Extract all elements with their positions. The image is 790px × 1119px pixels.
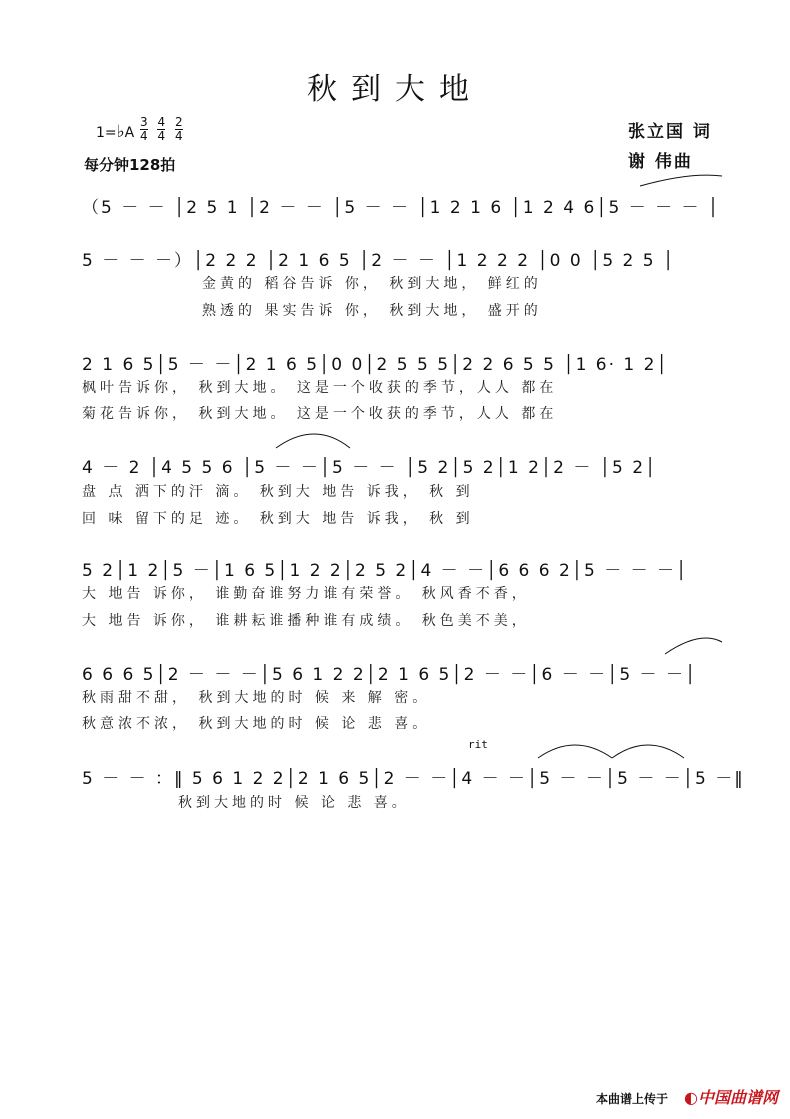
lyric-line-7-verse-1: 秋到大地的时 候 论 悲 喜。 [178, 795, 410, 811]
slur-5 [612, 745, 684, 758]
key-note: A [124, 125, 135, 141]
lyric-line-3-verse-1: 枫叶告诉你， 秋到大地。 这是一个收获的季节，人人 都在 [82, 380, 558, 396]
slur-1 [640, 175, 722, 186]
page-title: 秋到大地 [307, 72, 483, 107]
lyric-line-2-verse-2: 熟透的 果实告诉 你， 秋到大地， 盛开的 [202, 303, 542, 319]
slur-4 [538, 745, 612, 758]
notation-line-5: 5 2│1 2│5 －│1 6 5│1 2 2│2 5 2│4 － －│6 6 6 2│5 － － －│ [82, 561, 689, 581]
notation-line-1: （5 － － │2 5 1 │2 － － │5 － － │1 2 1 6 │1 2 4 6│5 － － － │ [82, 198, 721, 218]
notation-line-7: 5 － － ：‖ 5 6 1 2 2│2 1 6 5│2 － －│4 － －│5 － －│5 － －│5 －‖ [82, 769, 745, 789]
logo-icon: ◐ [684, 1088, 698, 1107]
upload-note: 本曲谱上传于 [596, 1092, 669, 1106]
lyric-line-5-verse-1: 大 地告 诉你， 谁勤奋谁努力谁有荣誉。 秋风香不香， [82, 586, 530, 602]
slur-3 [665, 638, 722, 654]
slur-2 [276, 434, 350, 448]
tempo-marking: 每分钟128拍 [84, 156, 176, 174]
time-signature: $\frac{2}{4}$ [174, 115, 183, 143]
rit-marking: rit [468, 738, 488, 751]
notation-line-2: 5 － － －）│2 2 2 │2 1 6 5 │2 － － │1 2 2 2 │0 0 │5 2 5 │ [82, 251, 676, 271]
key-label: 1= [96, 125, 117, 141]
lyric-line-2-verse-1: 金黄的 稻谷告诉 你， 秋到大地， 鲜红的 [202, 276, 542, 292]
lyric-line-5-verse-2: 大 地告 诉你， 谁耕耘谁播种谁有成绩。 秋色美不美， [82, 613, 530, 629]
lyric-line-6-verse-2: 秋意浓不浓， 秋到大地的时 候 论 悲 喜。 [82, 716, 431, 732]
flat-icon: ♭ [116, 122, 125, 142]
logo-text: 中国曲谱网 [697, 1088, 778, 1107]
site-logo[interactable] [684, 1085, 778, 1108]
time-signature: $\frac{3}{4}$ [140, 115, 148, 143]
lyric-line-6-verse-1: 秋雨甜不甜， 秋到大地的时 候 来 解 密。 [82, 690, 431, 706]
lyric-line-4-verse-1: 盘 点 洒下的汗 滴。 秋到大 地告 诉我， 秋 到 [82, 484, 474, 500]
notation-line-3: 2 1 6 5│5 － －│2 1 6 5│0 0│2 5 5 5│2 2 6 5 5 │1 6· 1 2│ [82, 355, 669, 375]
time-signature: $\frac{4}{4}$ [157, 115, 166, 143]
lyricist-credit: 张立国 词 [628, 122, 712, 142]
lyric-line-3-verse-2: 菊花告诉你， 秋到大地。 这是一个收获的季节，人人 都在 [82, 406, 558, 422]
notation-line-6: 6 6 6 5│2 － － －│5 6 1 2 2│2 1 6 5│2 － －│6 － －│5 － －│ [82, 665, 698, 685]
lyric-line-4-verse-2: 回 味 留下的足 迹。 秋到大 地告 诉我， 秋 到 [82, 511, 474, 527]
notation-line-4: 4 － 2 │4 5 5 6 │5 － －│5 － － │5 2│5 2│1 2│2 － │5 2│ [82, 458, 658, 478]
composer-credit: 谢 伟曲 [628, 152, 693, 172]
